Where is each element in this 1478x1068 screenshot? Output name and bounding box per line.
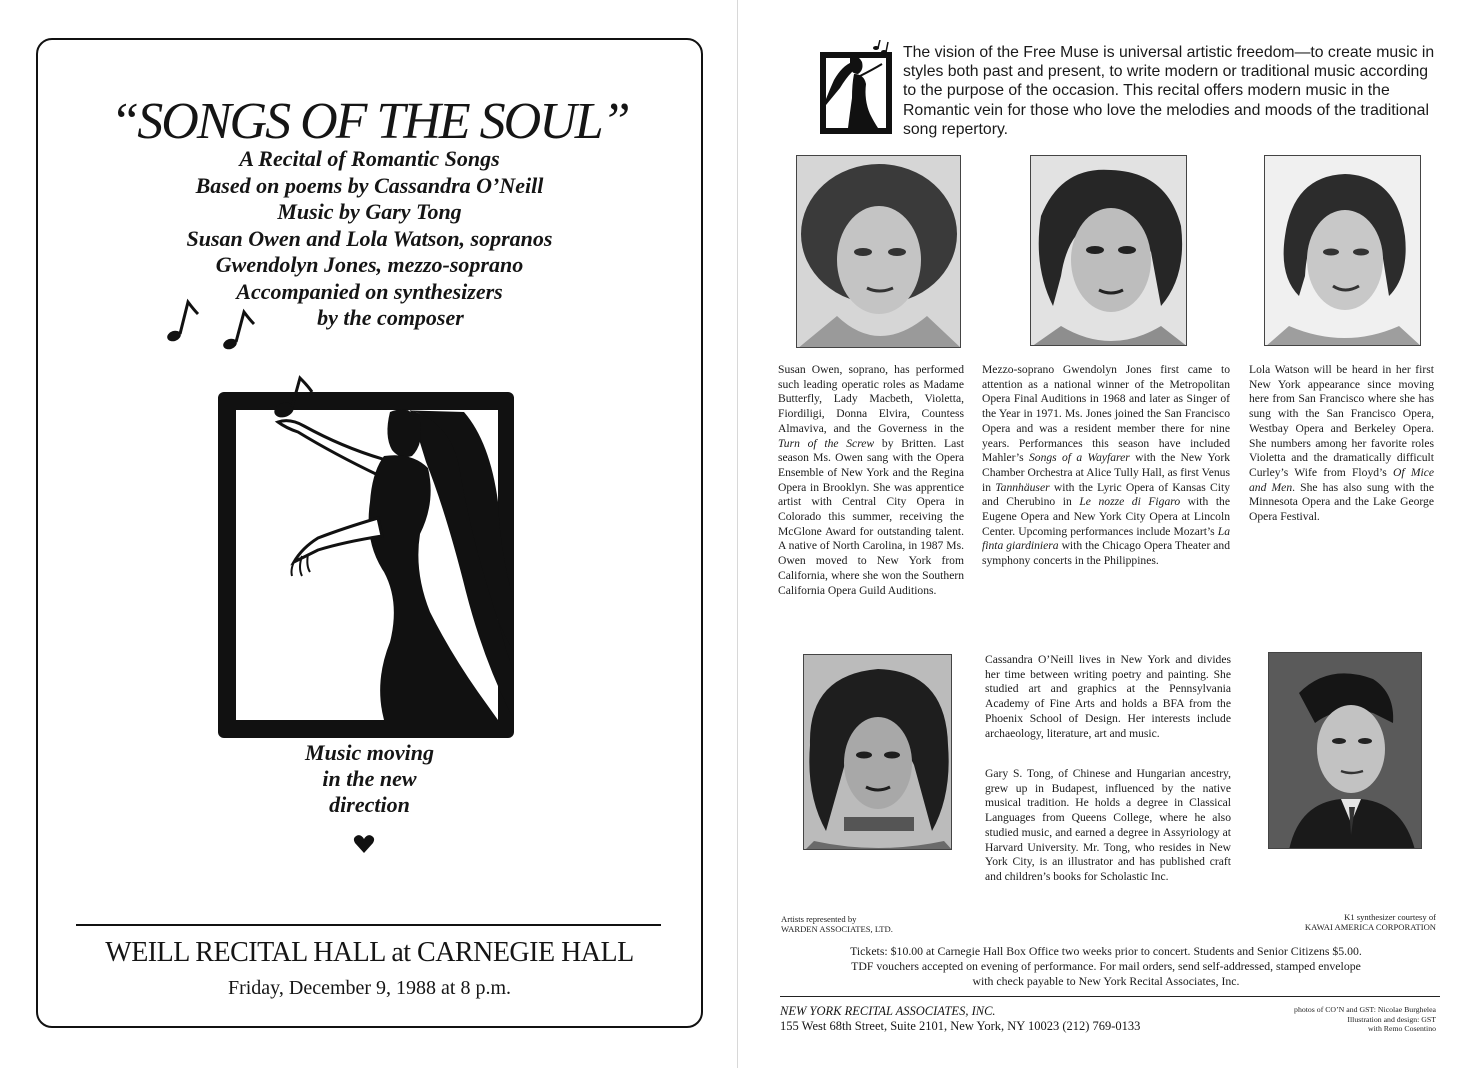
cover-tagline bbox=[38, 740, 701, 818]
bio-text: with the Eugene Opera and New York City Opera at Lincoln Center. Upcoming performances include Mozart’s bbox=[982, 495, 1230, 538]
credit-line: photos of CO’N and GST: Nicolae Burghelea bbox=[1294, 1005, 1436, 1014]
cover-divider bbox=[76, 924, 661, 926]
bio-gary-tong bbox=[985, 767, 1231, 885]
tagline-line: direction bbox=[329, 792, 410, 817]
bio-title: Of Mice and Men bbox=[1249, 465, 1434, 494]
bio-text: by Britten. Last season Ms. Owen sang with the Opera Ensemble of New York and the Regina Opera in Brooklyn. She was apprentice artist with Central City Opera in Colorado this summer, receiving the McGlone Award for outstanding talent. A native of North Carolina, in 1987 Ms. Owen moved to New York from California, where she won the Southern California Opera Guild Auditions. bbox=[778, 436, 964, 597]
bio-text: Gary S. Tong, of Chinese and Hungarian ancestry, grew up in Budapest, influenced by the native musical tradition. He holds a degree in Classical Languages from Queens College, where he also studied music, and earned a degree in Assyriology at Harvard University. Mr. Tong, who resides in New York City, is an illustrator and has published craft and children’s books for Scholastic Inc. bbox=[985, 767, 1231, 883]
event-date: Friday, December 9, 1988 at 8 p.m. bbox=[227, 977, 512, 999]
tagline-line: Music moving bbox=[305, 740, 434, 765]
bio-text: . She has also sung with the Minnesota Opera and the Lake George Opera Festival. bbox=[1249, 480, 1434, 524]
free-muse-logo bbox=[812, 40, 894, 136]
bio-title: Tannhäuser bbox=[995, 480, 1050, 494]
credit-line: Artists represented by bbox=[781, 914, 857, 924]
credit-line: WARDEN ASSOCIATES, LTD. bbox=[781, 924, 893, 934]
bio-text: Mezzo-soprano Gwendolyn Jones first came to attention as a national winner of the Metropolitan Opera Final Auditions in 1968 and later as Singer of the Year in 1971. Ms. Jones joined the San Francisco Opera and was a resident member there for nine years. Performances this season have included Mahler’s bbox=[982, 363, 1230, 465]
ticket-line: with check payable to New York Recital Associates, Inc. bbox=[972, 974, 1240, 988]
bio-title: Le nozze di Figaro bbox=[1079, 495, 1181, 509]
synthesizer-credit bbox=[1240, 912, 1436, 932]
bio-text: Lola Watson will be heard in her first New York appearance since moving here from San Francisco where she has sung with the San Francisco Opera, Westbay Opera and Berkeley Opera. She numbers among her favorite roles Violetta and the dramatically difficult Curley’s Wife from Floyd’s bbox=[1249, 363, 1434, 479]
ticket-line: Tickets: $10.00 at Carnegie Hall Box Office two weeks prior to concert. Students and Senior Citizens $5.00. bbox=[850, 944, 1362, 958]
bio-text: with the New York Chamber Orchestra at Alice Tully Hall, as first Venus in bbox=[982, 451, 1230, 494]
portrait-gary-tong bbox=[1268, 652, 1422, 849]
muse-illustration bbox=[214, 352, 518, 742]
bio-text: with the Lyric Opera of Kansas City and Cherubino in bbox=[982, 480, 1230, 509]
footer-divider bbox=[780, 996, 1440, 997]
portrait-lola-watson bbox=[1264, 155, 1421, 346]
artists-credit bbox=[781, 914, 893, 934]
bio-title: La finta giardiniera bbox=[982, 524, 1230, 553]
subtitle-line: A Recital of Romantic Songs bbox=[239, 146, 500, 171]
photo-credits bbox=[1232, 1005, 1436, 1034]
portrait-susan-owen bbox=[796, 155, 961, 348]
bio-title: Songs of a Wayfarer bbox=[1028, 451, 1130, 465]
bio-text: Cassandra O’Neill lives in New York and divides her time between writing poetry and painting. She studied art and graphics at the Pennsylvania Academy of Fine Arts and holds a BFA from the Phoenix School of Design. Her interests include archaeology, literature, art and music. bbox=[985, 653, 1231, 740]
credit-line: with Remo Cosentino bbox=[1367, 1024, 1436, 1033]
subtitle-line: Based on poems by Cassandra O’Neill bbox=[195, 172, 544, 198]
cover-title: “SONGS OF THE SOUL” bbox=[110, 93, 629, 150]
subtitle-line: Gwendolyn Jones, mezzo-soprano bbox=[215, 252, 524, 277]
organization-name: NEW YORK RECITAL ASSOCIATES, INC. bbox=[780, 1004, 996, 1018]
intro-paragraph: The vision of the Free Muse is universal artistic freedom—to create music in styles both past and present, to write modern or traditional music according to the purpose of the occasion. This recital offers modern music in the Romantic vein for those who love the melodies and moods of the traditional song repertory. bbox=[903, 44, 1435, 138]
organization-address: 155 West 68th Street, Suite 2101, New York, NY 10023 (212) 769-0133 bbox=[780, 1019, 1141, 1033]
subtitle-line: by the composer bbox=[317, 305, 464, 330]
bio-title: Turn of the Screw bbox=[778, 436, 875, 450]
bio-susan-owen bbox=[778, 363, 964, 598]
portrait-cassandra-oneill bbox=[803, 654, 952, 850]
subtitle-line: Susan Owen and Lola Watson, sopranos bbox=[186, 225, 553, 251]
credit-line: Illustration and design: GST bbox=[1347, 1014, 1436, 1024]
portrait-gwendolyn-jones bbox=[1030, 155, 1187, 346]
credit-line: KAWAI AMERICA CORPORATION bbox=[1304, 922, 1436, 932]
subtitle-line: Accompanied on synthesizers bbox=[236, 278, 503, 304]
bio-text: Susan Owen, soprano, has performed such leading operatic roles as Madame Butterfly, Lady Macbeth, Violetta, Fiordiligi, Donna Elvira, Countess Almaviva, and the Governess in the bbox=[778, 363, 964, 435]
ticket-info bbox=[790, 944, 1422, 989]
bio-gwendolyn-jones bbox=[982, 363, 1230, 569]
credit-line: K1 synthesizer courtesy of bbox=[1344, 912, 1436, 922]
bio-cassandra-oneill bbox=[985, 653, 1231, 741]
bio-text: with the Chicago Opera Theater and symphony concerts in the Philippines. bbox=[982, 539, 1230, 568]
subtitle-line: Music by Gary Tong bbox=[277, 199, 462, 224]
tagline-line: in the new bbox=[322, 766, 417, 791]
page-fold bbox=[737, 0, 738, 1068]
venue-name: WEILL RECITAL HALL at CARNEGIE HALL bbox=[105, 937, 634, 968]
bio-lola-watson bbox=[1249, 363, 1434, 525]
cover-panel bbox=[36, 38, 703, 1028]
ticket-line: TDF vouchers accepted on evening of performance. For mail orders, send self-addressed, stamped envelope bbox=[851, 959, 1361, 973]
cover-subtitle bbox=[38, 146, 701, 332]
heart-icon bbox=[353, 834, 375, 854]
music-notes-icon bbox=[164, 292, 274, 352]
